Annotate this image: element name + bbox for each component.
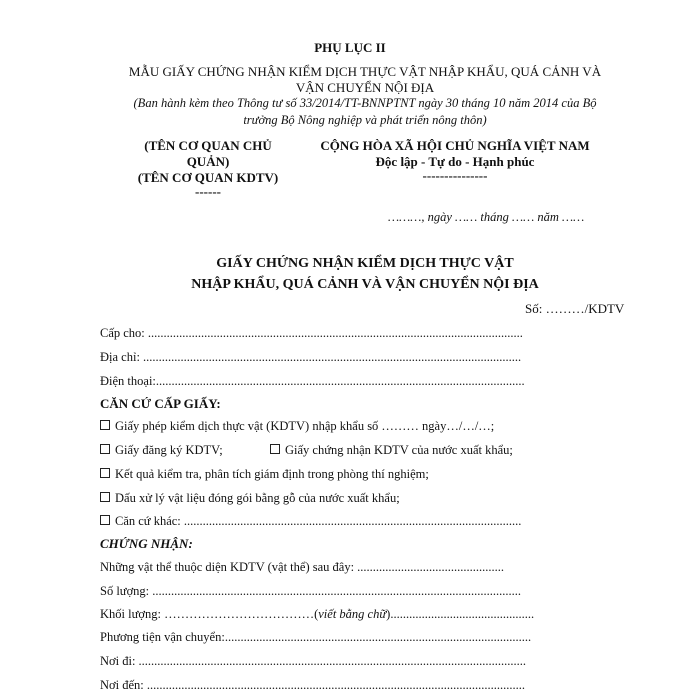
basis-item-lab-results	[100, 467, 429, 482]
weight-in-words-hint: viết bằng chữ	[318, 607, 387, 621]
basis-item-label: Giấy chứng nhận KDTV của nước xuất khẩu;	[285, 443, 513, 457]
basis-item-import-permit	[100, 419, 494, 434]
basis-item-other	[100, 514, 521, 529]
appendix-label: PHỤ LỤC II	[314, 40, 386, 55]
checkbox[interactable]	[100, 492, 110, 502]
weight-label: Khối lượng: ………………………………(	[100, 607, 319, 621]
transport-field: Phương tiện vận chuyển:..................................................................................................	[100, 630, 532, 644]
appendix-title-line-2: VẬN CHUYỂN NỘI ĐỊA	[295, 80, 435, 95]
certify-heading: CHỨNG NHẬN:	[100, 536, 193, 551]
checkbox[interactable]	[100, 420, 110, 430]
basis-item-label: Kết quả kiểm tra, phân tích giám định trong phòng thí nghiệm;	[115, 467, 429, 481]
national-motto: Độc lập - Tự do - Hạnh phúc	[375, 154, 535, 169]
certificate-title-line-1: GIẤY CHỨNG NHẬN KIỂM DỊCH THỰC VẬT	[216, 256, 514, 271]
certificate-number: Số: ………/KDTV	[525, 301, 625, 316]
weight-dots: )..............................................	[386, 607, 535, 621]
nation-title: CỘNG HÒA XÃ HỘI CHỦ NGHĨA VIỆT NAM	[320, 138, 590, 153]
destination-field: Nơi đến: .........................................................................................................................	[100, 678, 526, 692]
checkbox[interactable]	[100, 468, 110, 478]
checkbox[interactable]	[270, 444, 280, 454]
checkbox[interactable]	[100, 444, 110, 454]
quantity-field: Số lượng: ......................................................................................................................	[100, 584, 522, 598]
certificate-title-line-2: NHẬP KHẨU, QUÁ CẢNH VÀ VẬN CHUYỂN NỘI ĐỊA	[191, 277, 539, 292]
phone-field: Điện thoại:......................................................................................................................	[100, 374, 525, 388]
basis-item-label: Giấy đăng ký KDTV;	[115, 443, 223, 457]
basis-item-registration	[100, 443, 223, 458]
checkbox[interactable]	[100, 515, 110, 525]
basis-item-label: Dấu xử lý vật liệu đóng gói bằng gỗ của nước xuất khẩu;	[115, 491, 400, 505]
weight-field	[100, 607, 534, 622]
objects-field: Những vật thể thuộc diện KDTV (vật thể) sau đây: ...............................................	[100, 560, 505, 574]
departure-field: Nơi đi: ............................................................................................................................	[100, 654, 527, 668]
appendix-issued-line-2: trưởng Bộ Nông nghiệp và phát triển nông thôn)	[243, 113, 487, 127]
motto-divider: ---------------	[422, 168, 488, 183]
basis-item-export-certificate	[270, 443, 513, 458]
basis-item-label: Giấy phép kiểm dịch thực vật (KDTV) nhập khẩu số ……… ngày…/…/…;	[115, 419, 495, 433]
basis-item-label: Căn cứ khác: ............................................................................................................	[115, 514, 522, 528]
basis-item-wood-packaging	[100, 491, 400, 506]
agency-name-line-3: (TÊN CƠ QUAN KDTV)	[137, 170, 279, 185]
agency-divider: ------	[195, 184, 221, 199]
date-line: ………, ngày …… tháng …… năm ……	[388, 210, 585, 224]
appendix-issued-line-1: (Ban hành kèm theo Thông tư số 33/2014/TT-BNNPTNT ngày 30 tháng 10 năm 2014 của Bộ	[133, 96, 597, 110]
agency-name-line-2: QUẢN)	[186, 154, 230, 169]
appendix-title-line-1: MẪU GIẤY CHỨNG NHẬN KIỂM DỊCH THỰC VẬT NHẬP KHẨU, QUÁ CẢNH VÀ	[128, 64, 602, 79]
address-field: Địa chỉ: .........................................................................................................................	[100, 350, 522, 364]
agency-name-line-1: (TÊN CƠ QUAN CHỦ	[144, 138, 272, 153]
basis-heading: CĂN CỨ CẤP GIẤY:	[100, 396, 221, 411]
issued-to-field: Cấp cho: ........................................................................................................................	[100, 326, 523, 340]
